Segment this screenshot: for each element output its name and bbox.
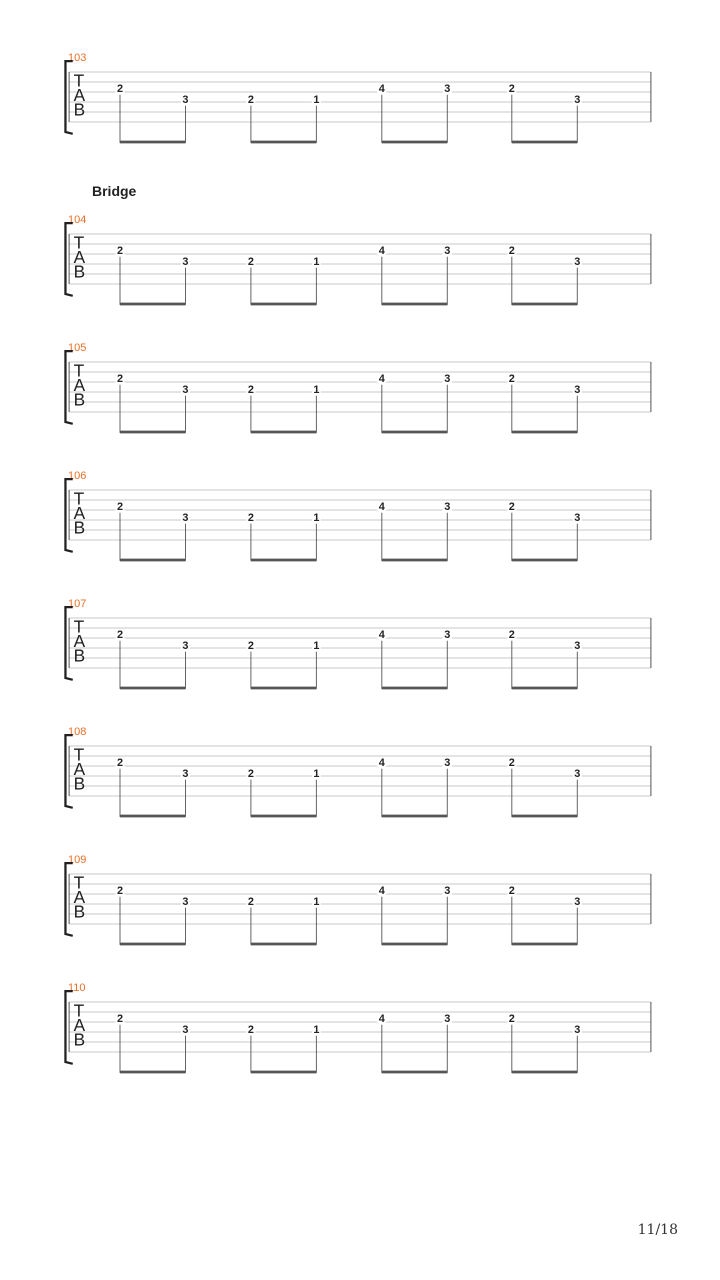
fret-number: 1 [313, 255, 320, 268]
tab-system [0, 854, 720, 954]
fret-number: 2 [247, 639, 254, 652]
tab-staff [0, 854, 720, 954]
tab-clef-letter: A [73, 375, 86, 396]
fret-number: 3 [182, 383, 189, 396]
fret-number: 2 [508, 885, 515, 897]
fret-number: 1 [313, 1023, 320, 1036]
tab-clef-letter: A [73, 759, 86, 780]
fret-number: 1 [313, 639, 320, 652]
fret-number: 3 [444, 245, 451, 257]
fret-number: 1 [313, 511, 320, 524]
fret-number: 3 [574, 511, 581, 524]
tab-clef-letter: B [73, 645, 86, 666]
fret-number: 3 [574, 639, 581, 652]
fret-number: 3 [444, 757, 451, 769]
tab-clef-letter: T [73, 616, 85, 637]
tab-staff [0, 598, 720, 698]
tab-clef-letter: T [73, 360, 85, 381]
tab-staff [0, 982, 720, 1082]
fret-number: 1 [313, 895, 320, 908]
fret-number: 3 [182, 1023, 189, 1036]
tab-system [0, 214, 720, 314]
tab-clef-letter: B [73, 261, 86, 282]
tab-clef-letter: A [73, 85, 86, 106]
tab-clef-letter: A [73, 1015, 86, 1036]
fret-number: 2 [116, 885, 124, 897]
tab-staff [0, 470, 720, 570]
tab-clef-letter: B [73, 389, 86, 410]
fret-number: 3 [574, 383, 581, 396]
tab-clef-letter: B [73, 517, 86, 538]
fret-number: 2 [508, 245, 515, 257]
fret-number: 3 [444, 885, 451, 897]
fret-number: 2 [116, 245, 124, 257]
page-number: 11/18 [637, 1222, 678, 1238]
tab-staff [0, 342, 720, 442]
measure-number: 110 [68, 982, 86, 994]
fret-number: 3 [444, 1013, 451, 1025]
fret-number: 3 [574, 767, 581, 780]
fret-number: 4 [378, 757, 385, 769]
fret-number: 1 [313, 383, 320, 396]
tab-clef-letter: T [73, 232, 85, 253]
tab-system [0, 598, 720, 698]
fret-number: 3 [444, 501, 451, 513]
tab-staff [0, 52, 720, 152]
tab-staff [0, 214, 720, 314]
fret-number: 2 [508, 757, 515, 769]
fret-number: 2 [116, 501, 124, 513]
tab-clef-letter: B [73, 773, 86, 794]
fret-number: 4 [378, 501, 385, 513]
fret-number: 3 [182, 511, 189, 524]
fret-number: 4 [378, 373, 385, 385]
tab-clef-letter: T [73, 1000, 85, 1021]
tab-system [0, 52, 720, 152]
fret-number: 3 [444, 83, 451, 95]
fret-number: 2 [247, 93, 254, 106]
measure-number: 104 [68, 214, 87, 226]
tab-system [0, 982, 720, 1082]
tab-system [0, 470, 720, 570]
fret-number: 2 [508, 83, 515, 95]
tab-clef-letter: T [73, 744, 85, 765]
fret-number: 2 [247, 1023, 254, 1036]
fret-number: 2 [116, 629, 124, 641]
fret-number: 2 [116, 1013, 124, 1025]
fret-number: 3 [444, 373, 451, 385]
tab-clef-letter: A [73, 503, 86, 524]
fret-number: 2 [508, 1013, 515, 1025]
tab-clef-letter: B [73, 1029, 86, 1050]
fret-number: 3 [182, 93, 189, 106]
fret-number: 2 [116, 83, 124, 95]
fret-number: 4 [378, 245, 385, 257]
fret-number: 4 [378, 83, 385, 95]
fret-number: 2 [247, 383, 254, 396]
tab-clef-letter: A [73, 887, 86, 908]
measure-number: 103 [68, 52, 87, 64]
fret-number: 4 [378, 885, 385, 897]
fret-number: 3 [182, 895, 189, 908]
tab-clef-letter: B [73, 901, 86, 922]
fret-number: 1 [313, 93, 320, 106]
tab-clef-letter: T [73, 488, 85, 509]
section-label: Bridge [92, 183, 137, 199]
tab-clef-letter: A [73, 247, 86, 268]
fret-number: 4 [378, 629, 385, 641]
fret-number: 4 [378, 1013, 385, 1025]
fret-number: 2 [247, 895, 254, 908]
tab-system [0, 726, 720, 826]
measure-number: 107 [68, 598, 87, 610]
fret-number: 1 [313, 767, 320, 780]
fret-number: 3 [574, 255, 581, 268]
measure-number: 105 [68, 342, 87, 354]
fret-number: 3 [182, 767, 189, 780]
fret-number: 3 [182, 255, 189, 268]
fret-number: 3 [574, 1023, 581, 1036]
tab-staff [0, 726, 720, 826]
measure-number: 109 [68, 854, 87, 866]
tab-clef-letter: B [73, 99, 86, 120]
tab-clef-letter: T [73, 872, 85, 893]
fret-number: 2 [247, 255, 254, 268]
fret-number: 2 [508, 501, 515, 513]
tab-clef-letter: A [73, 631, 86, 652]
fret-number: 3 [182, 639, 189, 652]
fret-number: 3 [444, 629, 451, 641]
fret-number: 3 [574, 895, 581, 908]
measure-number: 106 [68, 470, 87, 482]
fret-number: 2 [116, 373, 124, 385]
tab-system [0, 342, 720, 442]
tab-clef-letter: T [73, 70, 85, 91]
fret-number: 2 [247, 767, 254, 780]
fret-number: 2 [508, 629, 515, 641]
measure-number: 108 [68, 726, 87, 738]
fret-number: 3 [574, 93, 581, 106]
fret-number: 2 [508, 373, 515, 385]
fret-number: 2 [116, 757, 124, 769]
fret-number: 2 [247, 511, 254, 524]
